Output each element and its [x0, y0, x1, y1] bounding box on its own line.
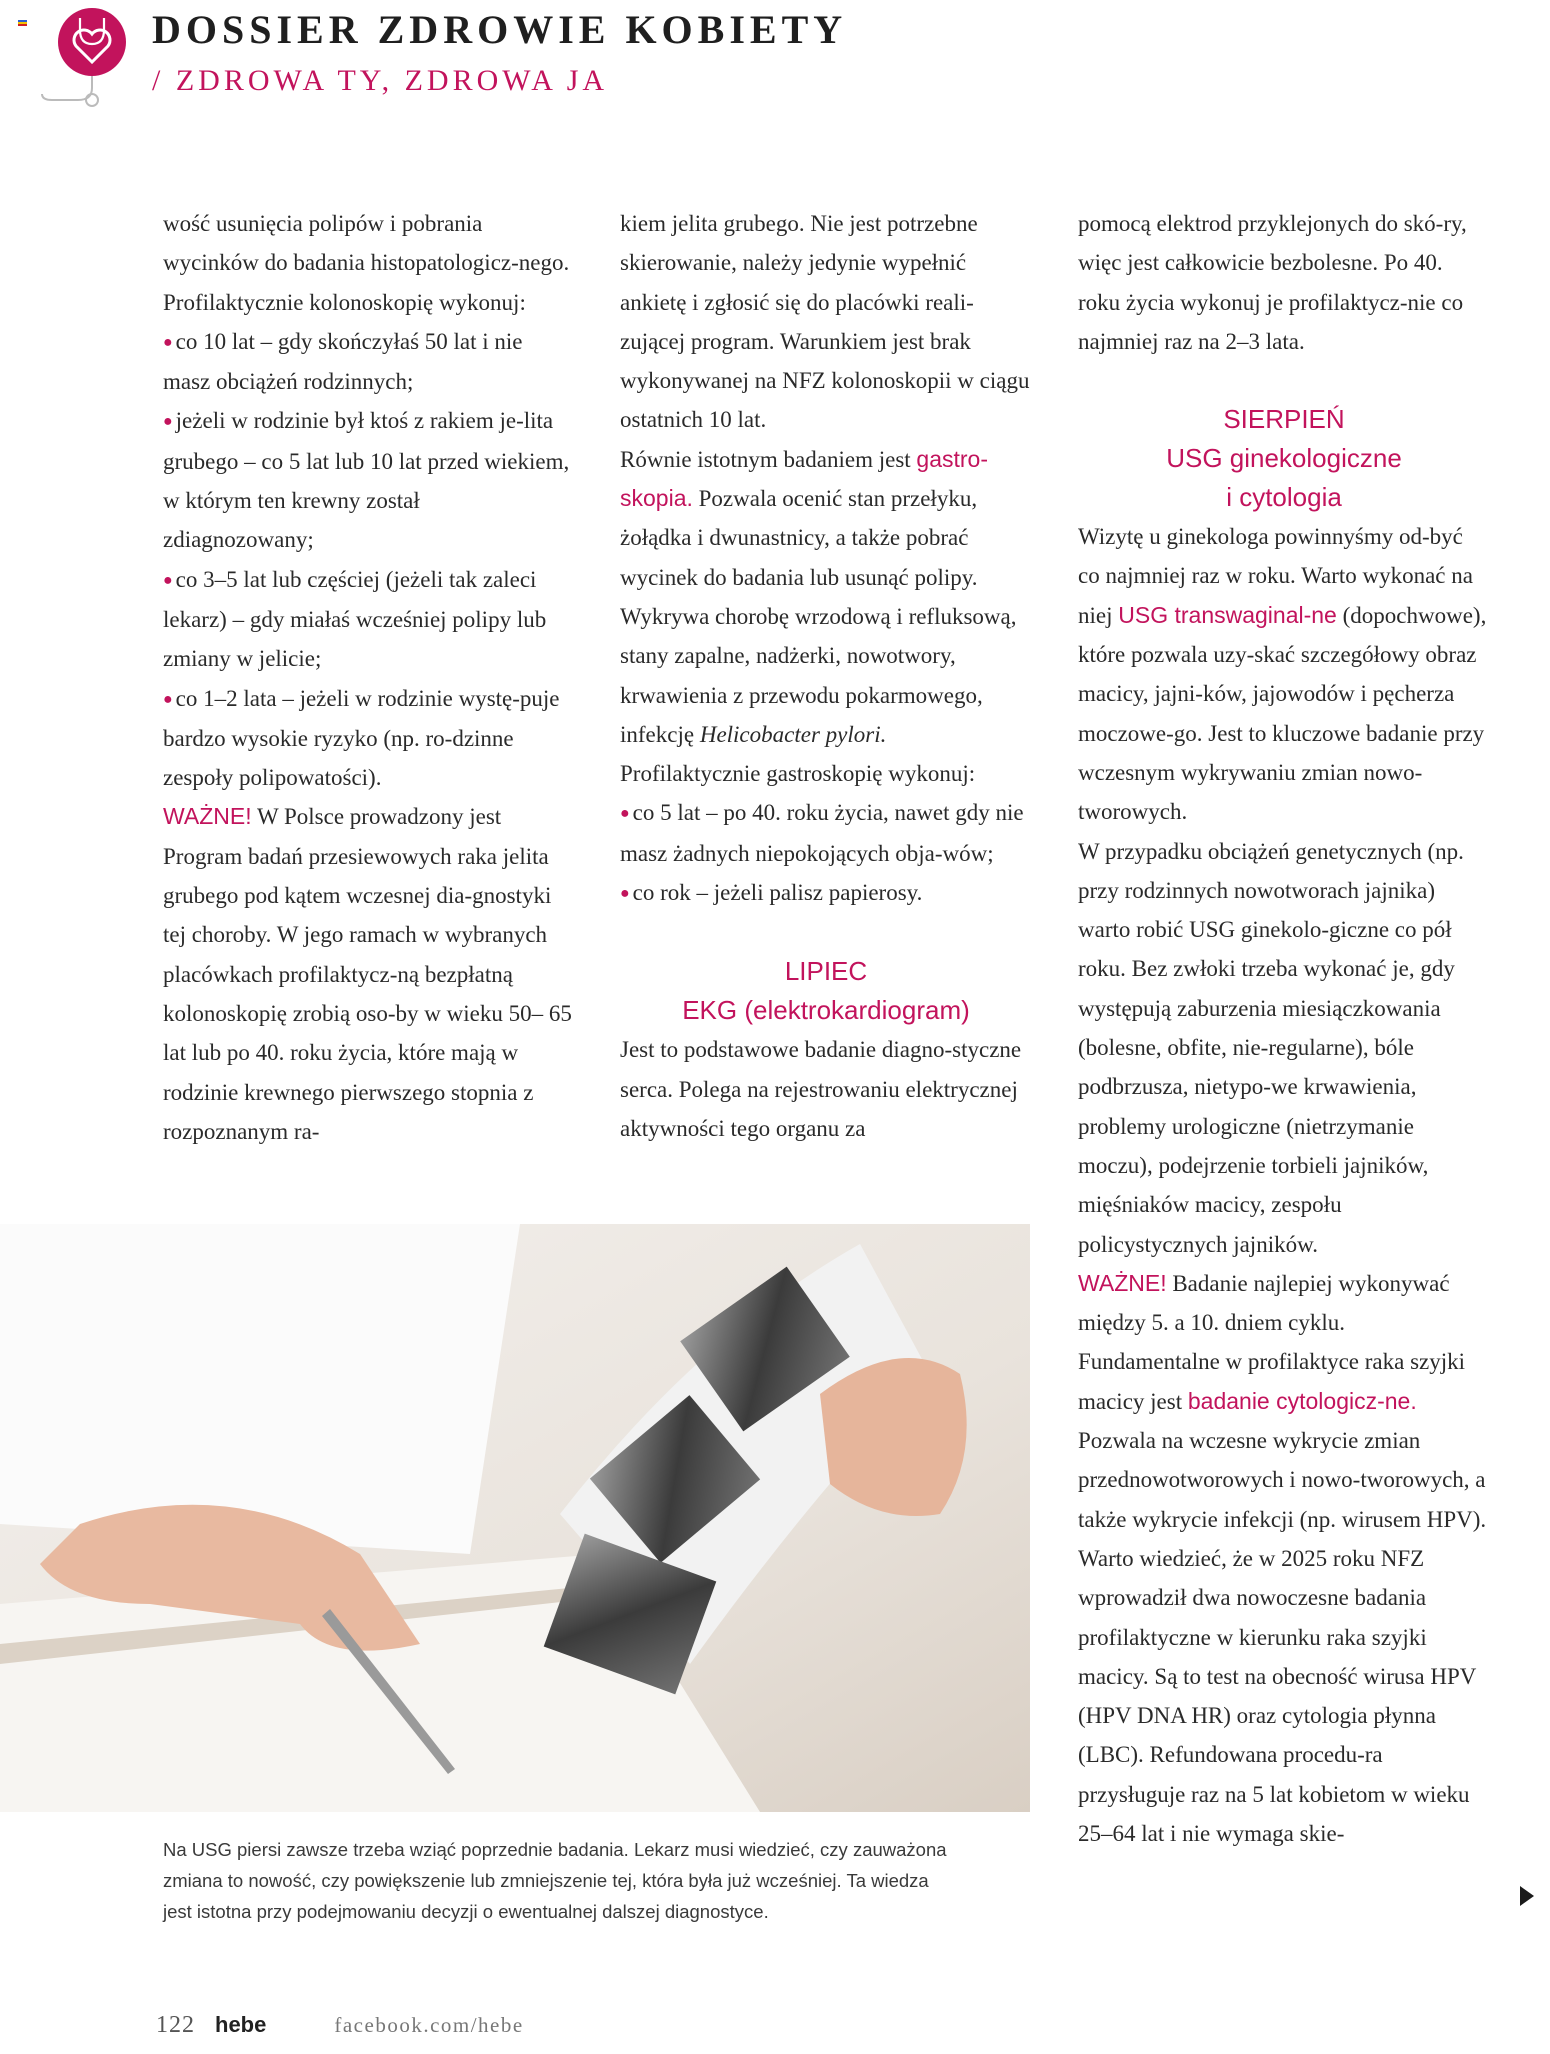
photo-illustration	[0, 1224, 1030, 1812]
flag-mark-icon	[18, 20, 27, 26]
paragraph: Profilaktycznie gastroskopię wykonuj:	[620, 761, 976, 787]
section-heading: EKG (elektrokardiogram)	[682, 995, 970, 1026]
section-title: DOSSIER ZDROWIE KOBIETY	[152, 7, 848, 52]
paragraph: Jest to podstawowe badanie diagno-styczne serca. Polega na rejestrowaniu elektrycznej aktywności tego organu za	[620, 1037, 1022, 1141]
paragraph: pomocą elektrod przyklejonych do skó-ry, więc jest całkowicie bezbolesne. Po 40. roku życia wykonuj je profilaktycz-nie co najmniej raz na 2–3 lata.	[1078, 211, 1467, 354]
bullet-icon: ●	[620, 805, 630, 823]
bullet-icon: ●	[620, 885, 630, 903]
paragraph: Wizytę u ginekologa powinnyśmy od-być co najmniej raz w roku. Warto wykonać na niej USG transwaginal-ne (dopochwowe), które pozwala uzy-skać szczegółowy obraz macicy, jajni-ków, jajowodów i pęcherza moczowe-go. Jest to kluczowe badanie przy wczesnym wykrywaniu zmian nowo-tworowych.	[1078, 524, 1487, 825]
important-label: WAŻNE!	[163, 803, 252, 830]
text-column-1	[163, 204, 573, 1151]
highlight-term: USG transwaginal-ne	[1118, 601, 1337, 628]
section-month: LIPIEC	[784, 956, 868, 987]
highlight-term: gastro-skopia.	[620, 445, 988, 512]
heart-stethoscope-icon	[40, 4, 136, 114]
ultrasound-photo	[0, 1224, 1030, 1812]
paragraph: Fundamentalne w profilaktyce raka szyjki macicy jest badanie cytologicz-ne. Pozwala na wczesne wykrycie zmian przednowotworowych i nowo-tworowych, a także wykrycie infekcji (np. wirusem HPV).	[1078, 1349, 1487, 1532]
bullet-icon: ●	[163, 571, 173, 589]
bullet-icon: ●	[163, 333, 173, 351]
continue-arrow-icon	[1518, 1884, 1536, 1908]
page-number: 122	[156, 2012, 195, 2038]
text-column-3	[1078, 204, 1490, 1853]
paragraph: W przypadku obciążeń genetycznych (np. przy rodzinnych nowotworach jajnika) warto robić USG ginekolo-giczne co pół roku. Bez zwłoki trzeba wykonać je, gdy występują zaburzenia miesiączkowania (bolesne, obfite, nie-regularne), bóle podbrzusza, nietypo-we krwawienia, problemy urologiczne (nietrzymanie moczu), podejrzenie torbieli jajników, mięśniaków macicy, zespołu policystycznych jajników.	[1078, 838, 1464, 1257]
section-month: SIERPIEŃ	[1223, 404, 1345, 435]
text-column-2	[620, 204, 1032, 1148]
bullet-icon: ●	[163, 690, 173, 708]
list-item: ● co 1–2 lata – jeżeli w rodzinie wystę-puje bardzo wysokie ryzyko (np. ro-dzinne zespoły polipowatości).	[163, 685, 560, 791]
list-item: ● co 3–5 lat lub częściej (jeżeli tak zaleci lekarz) – gdy miałaś wcześniej polipy lub zmiany w jelicie;	[163, 566, 547, 672]
brand-logo: hebe	[215, 2012, 267, 2037]
list-item: ● co 10 lat – gdy skończyłaś 50 lat i nie masz obciążeń rodzinnych;	[163, 328, 523, 395]
bullet-icon: ●	[163, 413, 173, 431]
important-label: WAŻNE!	[1078, 1269, 1167, 1296]
list-item: ● co 5 lat – po 40. roku życia, nawet gdy nie masz żadnych niepokojących obja-wów;	[620, 800, 1024, 866]
facebook-link[interactable]: facebook.com/hebe	[334, 2013, 524, 2037]
list-item: ● jeżeli w rodzinie był ktoś z rakiem je-lita grubego – co 5 lat lub 10 lat przed wiekiem, w którym ten krewny został zdiagnozowany;	[163, 408, 570, 553]
important-note: WAŻNE! Badanie najlepiej wykonywać między 5. a 10. dniem cyklu.	[1078, 1269, 1450, 1336]
highlight-term: badanie cytologicz-ne.	[1187, 1387, 1417, 1414]
paragraph: wość usunięcia polipów i pobrania wycinków do badania histopatologicz-nego.	[163, 211, 570, 276]
photo-caption: Na USG piersi zawsze trzeba wziąć poprzednie badania. Lekarz musi wiedzieć, czy zauważona zmiana to nowość, czy powiększenie lub zmniejszenie tej, która była już wcześniej. Ta wiedza jest istotna przy podejmowaniu decyzji o ewentualnej dalszej diagnostyce.	[163, 1839, 947, 1922]
paragraph: Równie istotnym badaniem jest gastro-skopia. Pozwala ocenić stan przełyku, żołądka i dwunastnicy, a także pobrać wycinek do badania lub usunąć polipy. Wykrywa chorobę wrzodową i refluksową, stany zapalne, nadżerki, nowotwory, krwawienia z przewodu pokarmowego, infekcję Helicobacter pylori.	[620, 445, 1017, 747]
page-footer	[156, 2012, 524, 2039]
section-subtitle: / ZDROWA TY, ZDROWA JA	[152, 64, 609, 97]
section-heading: i cytologia	[1226, 482, 1342, 513]
section-heading: USG ginekologiczne	[1166, 443, 1402, 474]
paragraph: Warto wiedzieć, że w 2025 roku NFZ wprowadził dwa nowoczesne badania profilaktyczne w kierunku raka szyjki macicy. Są to test na obecność wirusa HPV (HPV DNA HR) oraz cytologia płynna (LBC). Refundowana procedu-ra przysługuje raz na 5 lat kobietom w wieku 25–64 lat i nie wymaga skie-	[1078, 1545, 1476, 1846]
important-note: WAŻNE! W Polsce prowadzony jest Program badań przesiewowych raka jelita grubego pod kątem wczesnej dia-gnostyki tej choroby. W jego ramach w wybranych placówkach profilaktycz-ną bezpłatną kolonoskopię zrobią oso-by w wieku 50– 65 lat lub po 40. roku życia, które mają w rodzinie krewnego pierwszego stopnia z rozpoznanym ra-	[163, 803, 572, 1144]
paragraph: kiem jelita grubego. Nie jest potrzebne skierowanie, należy jedynie wypełnić ankietę i zgłosić się do placówki reali-zującej program. Warunkiem jest brak wykonywanej na NFZ kolonoskopii w ciągu ostatnich 10 lat.	[620, 211, 1030, 433]
paragraph: Profilaktycznie kolonoskopię wykonuj:	[163, 289, 526, 315]
list-item: ● co rok – jeżeli palisz papierosy.	[620, 880, 923, 906]
